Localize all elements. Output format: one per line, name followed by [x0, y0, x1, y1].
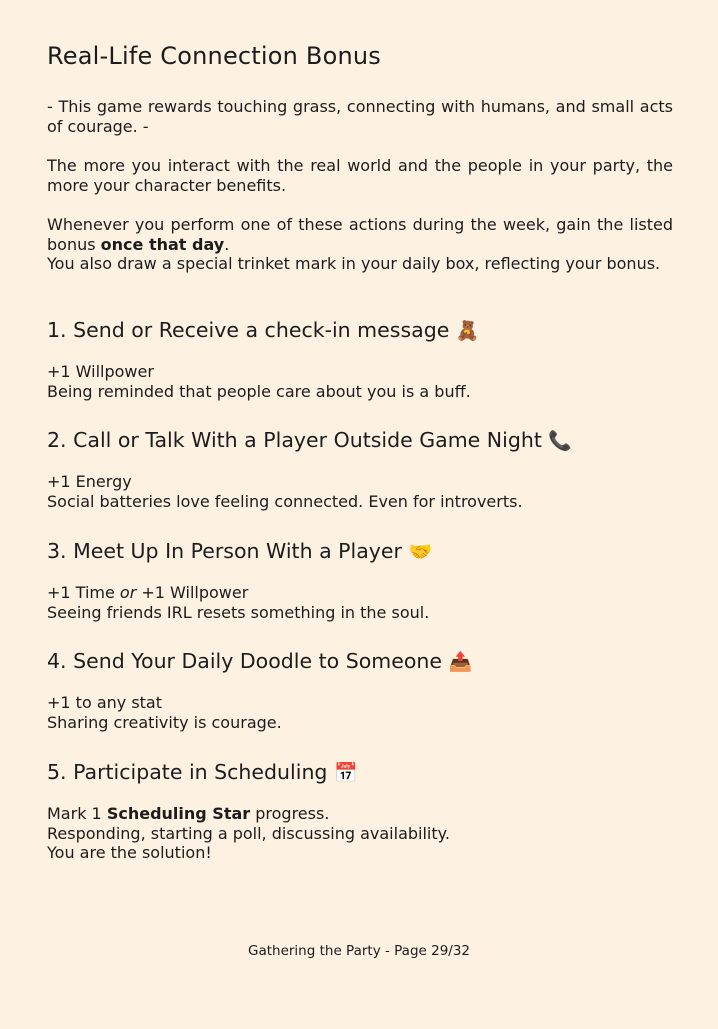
section-reward: +1 Willpower	[47, 362, 154, 381]
section-description: Seeing friends IRL resets something in the soul.	[47, 602, 430, 622]
section-description: Sharing creativity is courage.	[47, 712, 282, 732]
handshake-icon: 🤝	[408, 541, 433, 563]
section-heading: 1. Send or Receive a check-in message 🧸	[47, 318, 480, 342]
section-description: Being reminded that people care about you is a buff.	[47, 381, 471, 401]
section-heading: 4. Send Your Daily Doodle to Someone 📤	[47, 649, 473, 673]
section-scheduling	[47, 758, 687, 863]
section-reward: +1 Time or +1 Willpower	[47, 583, 249, 602]
intro-benefit: The more you interact with the real world and the people in your party, the more your character benefits.	[47, 156, 673, 195]
section-check-in	[47, 316, 687, 401]
page-title: Real-Life Connection Bonus	[47, 42, 381, 70]
intro-rule-emphasis: once that day	[100, 234, 225, 254]
section-reward: +1 Energy	[47, 472, 132, 491]
section-reward: Mark 1 Scheduling Star progress.	[47, 804, 330, 823]
intro-rule-end: .	[224, 234, 230, 254]
section-heading: 2. Call or Talk With a Player Outside Game Night 📞	[47, 428, 573, 452]
section-description-2: You are the solution!	[47, 843, 212, 862]
teddy-bear-icon: 🧸	[455, 320, 480, 342]
intro-block	[47, 97, 673, 274]
outbox-tray-icon: 📤	[448, 651, 473, 673]
section-meet-up	[47, 537, 687, 622]
section-call	[47, 426, 687, 511]
section-heading: 5. Participate in Scheduling 📅	[47, 760, 358, 784]
section-description: Social batteries love feeling connected. Even for introverts.	[47, 491, 523, 511]
reward-or: or	[119, 583, 137, 602]
scheduling-star: Scheduling Star	[106, 804, 251, 823]
page-footer: Gathering the Party - Page 29/32	[247, 943, 471, 959]
phone-icon: 📞	[548, 430, 573, 452]
calendar-icon: 📅	[333, 762, 358, 784]
section-reward: +1 to any stat	[47, 693, 163, 712]
intro-rule-start: Whenever you perform one of these actions during the week, gain the listed bonus	[47, 215, 673, 254]
section-description: Responding, starting a poll, discussing availability.	[47, 823, 450, 843]
intro-rule	[47, 215, 673, 274]
section-heading: 3. Meet Up In Person With a Player 🤝	[47, 539, 433, 563]
section-doodle	[47, 647, 687, 732]
intro-tagline: - This game rewards touching grass, connecting with humans, and small acts of courage. -	[47, 97, 673, 136]
intro-trinket: You also draw a special trinket mark in your daily box, reflecting your bonus.	[47, 254, 661, 273]
